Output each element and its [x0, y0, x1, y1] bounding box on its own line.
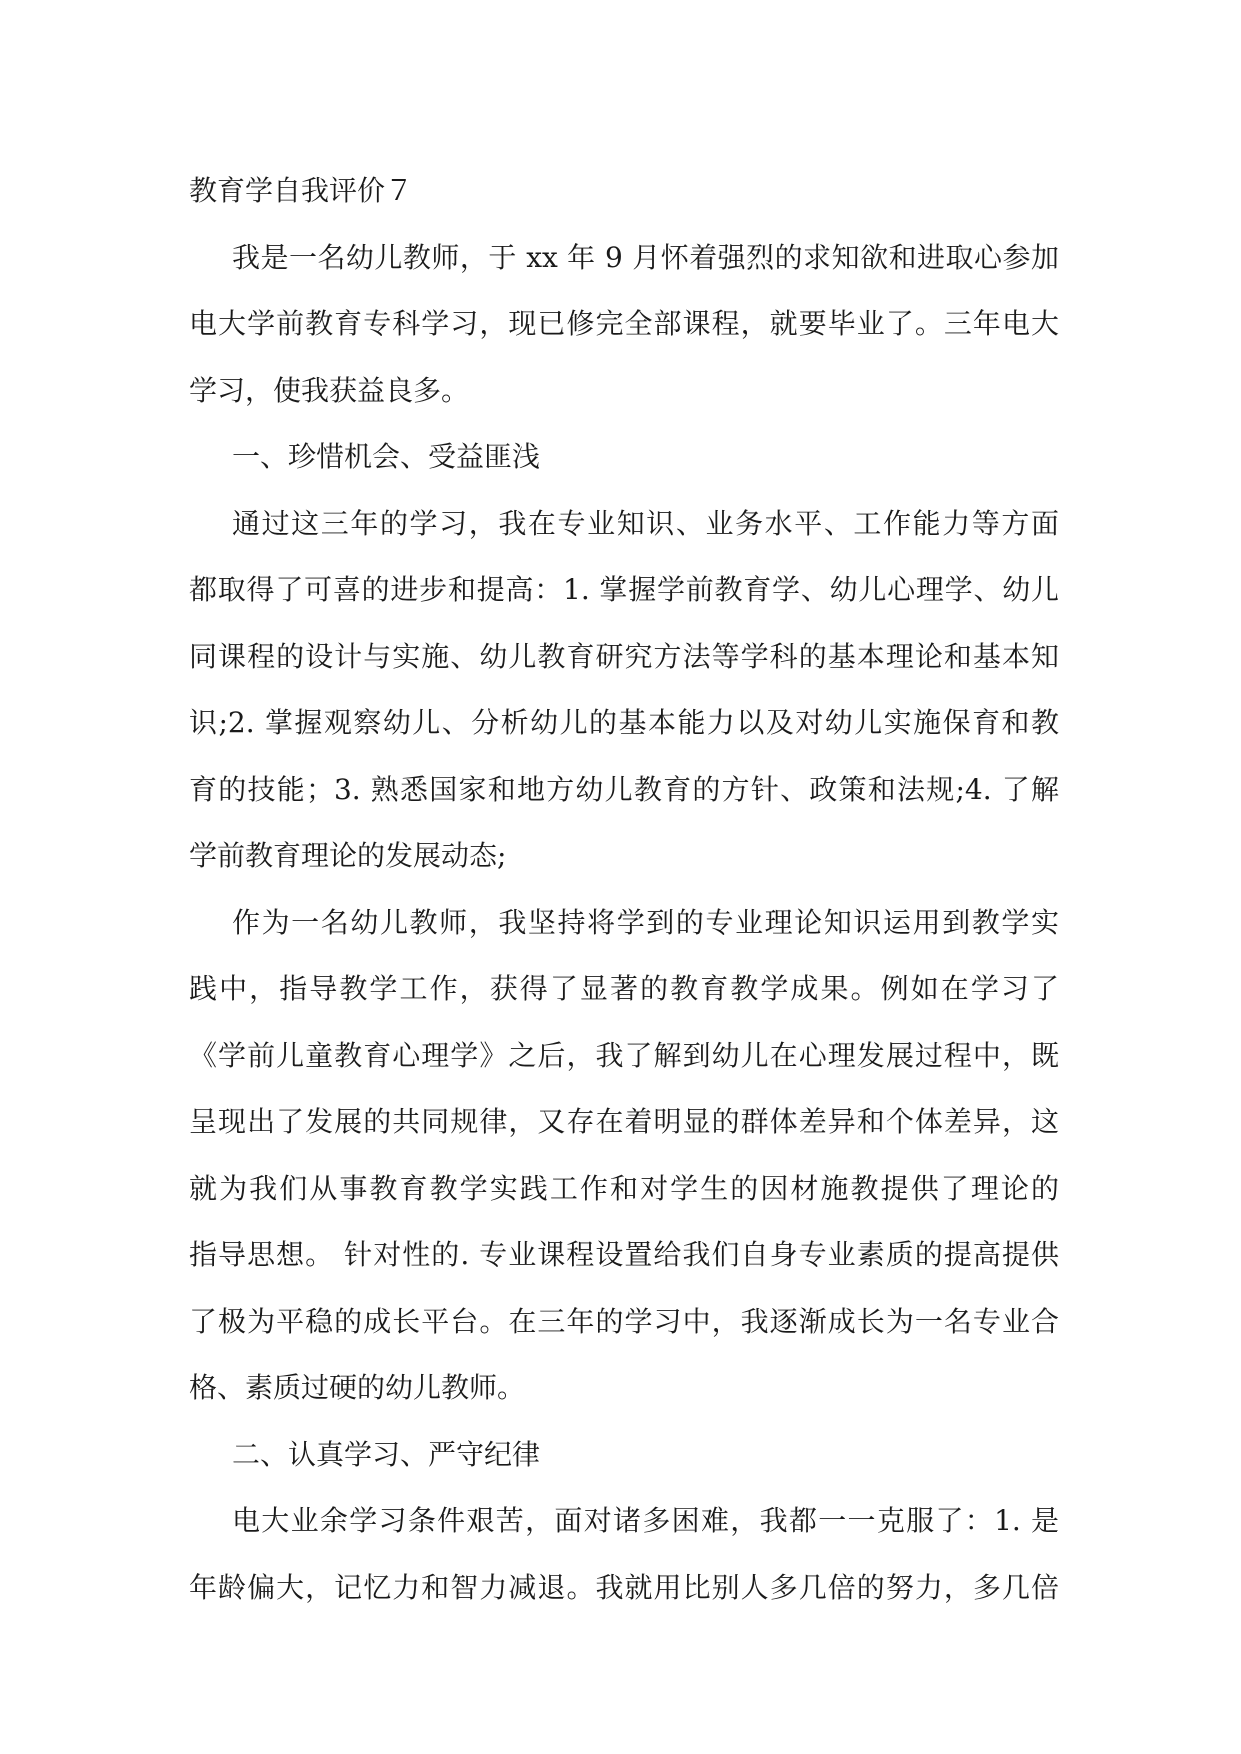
- paragraph-line: 都取得了可喜的进步和提高：1. 掌握学前教育学、幼儿心理学、幼儿: [189, 573, 1059, 606]
- paragraph-line: 识;2. 掌握观察幼儿、分析幼儿的基本能力以及对幼儿实施保育和教: [189, 706, 1059, 739]
- document-title: 教育学自我评价７: [189, 174, 414, 207]
- section-heading: 一、珍惜机会、受益匪浅: [232, 440, 541, 473]
- paragraph-line: 作为一名幼儿教师，我坚持将学到的专业理论知识运用到教学实: [232, 905, 1059, 939]
- section-heading: 二、认真学习、严守纪律: [232, 1437, 541, 1471]
- paragraph-line: 电大学前教育专科学习，现已修完全部课程，就要毕业了。三年电大: [189, 307, 1059, 340]
- paragraph-line: 《学前儿童教育心理学》之后，我了解到幼儿在心理发展过程中，既: [189, 1038, 1059, 1072]
- paragraph-line: 同课程的设计与实施、幼儿教育研究方法等学科的基本理论和基本知: [189, 639, 1059, 673]
- paragraph-line: 育的技能；3. 熟悉国家和地方幼儿教育的方针、政策和法规;4. 了解: [189, 772, 1059, 806]
- paragraph-line: 电大业余学习条件艰苦，面对诸多困难，我都一一克服了：1. 是: [232, 1504, 1059, 1537]
- paragraph-line: 年龄偏大，记忆力和智力减退。我就用比别人多几倍的努力，多几倍: [189, 1570, 1059, 1604]
- paragraph-line: 格、素质过硬的幼儿教师。: [189, 1371, 526, 1404]
- paragraph-line: 指导思想。 针对性的. 专业课程设置给我们自身专业素质的提高提供: [189, 1238, 1059, 1271]
- document-body: [189, 158, 1059, 1621]
- paragraph-line: 我是一名幼儿教师，于 xx 年 9 月怀着强烈的求知欲和进取心参加: [232, 240, 1059, 274]
- paragraph-line: 了极为平稳的成长平台。在三年的学习中，我逐渐成长为一名专业合: [189, 1304, 1059, 1338]
- paragraph-line: 就为我们从事教育教学实践工作和对学生的因材施教提供了理论的: [189, 1171, 1059, 1205]
- paragraph-line: 学习，使我获益良多。: [189, 373, 470, 407]
- paragraph-line: 呈现出了发展的共同规律，又存在着明显的群体差异和个体差异，这: [189, 1105, 1059, 1138]
- paragraph-line: 践中，指导教学工作，获得了显著的教育教学成果。例如在学习了: [189, 972, 1059, 1005]
- paragraph-line: 通过这三年的学习，我在专业知识、业务水平、工作能力等方面: [232, 506, 1059, 540]
- paragraph-line: 学前教育理论的发展动态;: [189, 839, 507, 872]
